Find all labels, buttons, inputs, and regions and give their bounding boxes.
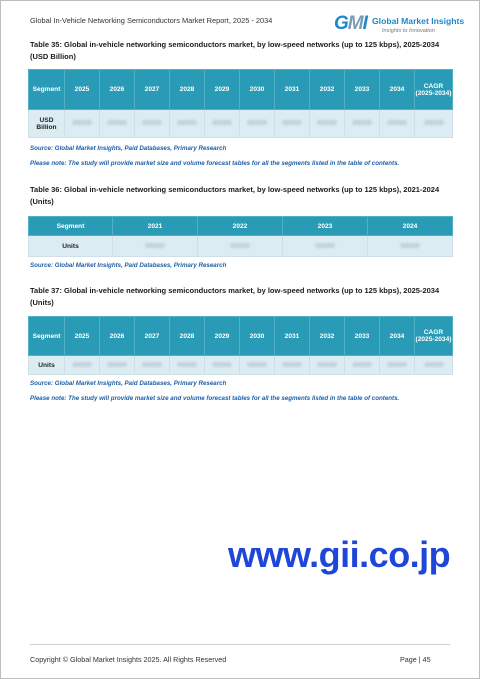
redacted-value-cell (198, 236, 283, 257)
table-header-cell: Segment (29, 70, 65, 110)
logo-name: Global Market Insights (372, 16, 465, 26)
table36 (28, 216, 453, 257)
redacted-value-blur (424, 120, 444, 125)
table-header-cell: 2033 (345, 70, 380, 110)
footer-page-number: Page | 45 (400, 655, 431, 664)
table35-caption: Table 35: Global in-vehicle networking semiconductors market, by low-speed networks (up to 125 kbps), 2025-2034 (USD Billion) (30, 40, 440, 61)
redacted-value-cell (415, 110, 453, 138)
source-note-2: Source: Global Market Insights, Paid Databases, Primary Research (30, 262, 227, 269)
redacted-value-blur (400, 243, 420, 248)
redacted-value-blur (72, 120, 92, 125)
table-header-cell: 2029 (205, 317, 240, 356)
redacted-value-blur (424, 362, 444, 367)
redacted-value-blur (315, 243, 335, 248)
redacted-value-cell (368, 236, 453, 257)
row-label: USD Billion (29, 110, 65, 138)
logo-mark-g: G (334, 13, 348, 34)
table-header-cell: 2029 (205, 70, 240, 110)
redacted-value-blur (212, 120, 232, 125)
footer-divider (30, 644, 450, 645)
redacted-value-blur (317, 362, 337, 367)
report-header-title: Global In-Vehicle Networking Semiconductors Market Report, 2025 - 2034 (30, 16, 273, 25)
redacted-value-cell (415, 356, 453, 375)
redacted-value-cell (135, 110, 170, 138)
redacted-value-blur (317, 120, 337, 125)
redacted-value-blur (230, 243, 250, 248)
table37-data-row (29, 356, 453, 375)
table-header-cell: 2028 (170, 317, 205, 356)
redacted-value-cell (345, 356, 380, 375)
redacted-value-cell (65, 110, 100, 138)
redacted-value-blur (142, 120, 162, 125)
redacted-value-cell (65, 356, 100, 375)
table-header-cell: 2027 (135, 317, 170, 356)
logo-tagline: Insights to Innovation (382, 28, 435, 34)
table35-data-row (29, 110, 453, 138)
table-header-cell: 2032 (310, 70, 345, 110)
redacted-value-cell (100, 110, 135, 138)
redacted-value-cell (170, 110, 205, 138)
redacted-value-cell (310, 110, 345, 138)
source-note-1: Source: Global Market Insights, Paid Databases, Primary Research (30, 145, 227, 152)
redacted-value-blur (387, 120, 407, 125)
redacted-value-blur (352, 120, 372, 125)
redacted-value-cell (275, 356, 310, 375)
table36-data-row (29, 236, 453, 257)
table36-header-row (29, 217, 453, 236)
table-header-cell: 2025 (65, 317, 100, 356)
redacted-value-blur (212, 362, 232, 367)
gii-watermark: www.gii.co.jp (228, 534, 451, 575)
redacted-value-blur (247, 120, 267, 125)
disclaimer-note-2: Please note: The study will provide market size and volume forecast tables for all the segments listed in the table of contents. (30, 395, 400, 402)
redacted-value-cell (380, 110, 415, 138)
redacted-value-blur (177, 362, 197, 367)
table-header-cell: 2030 (240, 317, 275, 356)
redacted-value-blur (247, 362, 267, 367)
logo-mark-i: I (362, 13, 367, 34)
logo-mark-m: M (347, 13, 363, 34)
table-header-cell: 2030 (240, 70, 275, 110)
table-header-cell: 2022 (198, 217, 283, 236)
table-header-cell: 2032 (310, 317, 345, 356)
table-header-cell: 2026 (100, 317, 135, 356)
redacted-value-cell (135, 356, 170, 375)
redacted-value-cell (275, 110, 310, 138)
table-header-cell: Segment (29, 317, 65, 356)
table35-header-row (29, 70, 453, 110)
redacted-value-cell (205, 356, 240, 375)
table-header-cell: 2026 (100, 70, 135, 110)
redacted-value-cell (310, 356, 345, 375)
gmi-logo (334, 13, 465, 39)
table37-caption: Table 37: Global in-vehicle networking semiconductors market, by low-speed networks (up to 125 kbps), 2025-2034 (Units) (30, 286, 440, 307)
table-header-cell: CAGR (2025-2034) (415, 317, 453, 356)
footer-copyright: Copyright © Global Market Insights 2025. All Rights Reserved (30, 655, 227, 664)
redacted-value-blur (352, 362, 372, 367)
redacted-value-blur (282, 362, 302, 367)
redacted-value-blur (387, 362, 407, 367)
table-header-cell: CAGR (2025-2034) (415, 70, 453, 110)
table-header-cell: 2021 (113, 217, 198, 236)
disclaimer-note-1: Please note: The study will provide market size and volume forecast tables for all the segments listed in the table of contents. (30, 160, 400, 167)
table-header-cell: 2031 (275, 317, 310, 356)
table-header-cell: 2034 (380, 317, 415, 356)
redacted-value-blur (72, 362, 92, 367)
redacted-value-cell (240, 356, 275, 375)
redacted-value-cell (170, 356, 205, 375)
table-header-cell: 2033 (345, 317, 380, 356)
redacted-value-cell (283, 236, 368, 257)
redacted-value-blur (142, 362, 162, 367)
table-header-cell: 2023 (283, 217, 368, 236)
table37-header-row (29, 317, 453, 356)
redacted-value-blur (177, 120, 197, 125)
table-header-cell: 2028 (170, 70, 205, 110)
redacted-value-blur (282, 120, 302, 125)
gmi-logo-mark (334, 13, 367, 35)
redacted-value-blur (145, 243, 165, 248)
table-header-cell: 2027 (135, 70, 170, 110)
redacted-value-cell (240, 110, 275, 138)
redacted-value-cell (380, 356, 415, 375)
redacted-value-cell (205, 110, 240, 138)
redacted-value-cell (100, 356, 135, 375)
table-header-cell: 2024 (368, 217, 453, 236)
redacted-value-blur (107, 120, 127, 125)
table-header-cell: 2034 (380, 70, 415, 110)
row-label: Units (29, 356, 65, 375)
table37 (28, 316, 453, 375)
table-header-cell: Segment (29, 217, 113, 236)
redacted-value-cell (345, 110, 380, 138)
table-header-cell: 2031 (275, 70, 310, 110)
redacted-value-blur (107, 362, 127, 367)
row-label: Units (29, 236, 113, 257)
table-header-cell: 2025 (65, 70, 100, 110)
redacted-value-cell (113, 236, 198, 257)
table35 (28, 69, 453, 138)
source-note-3: Source: Global Market Insights, Paid Databases, Primary Research (30, 380, 227, 387)
table36-caption: Table 36: Global in-vehicle networking semiconductors market, by low-speed networks (up to 125 kbps), 2021-2024 (Units) (30, 185, 440, 206)
